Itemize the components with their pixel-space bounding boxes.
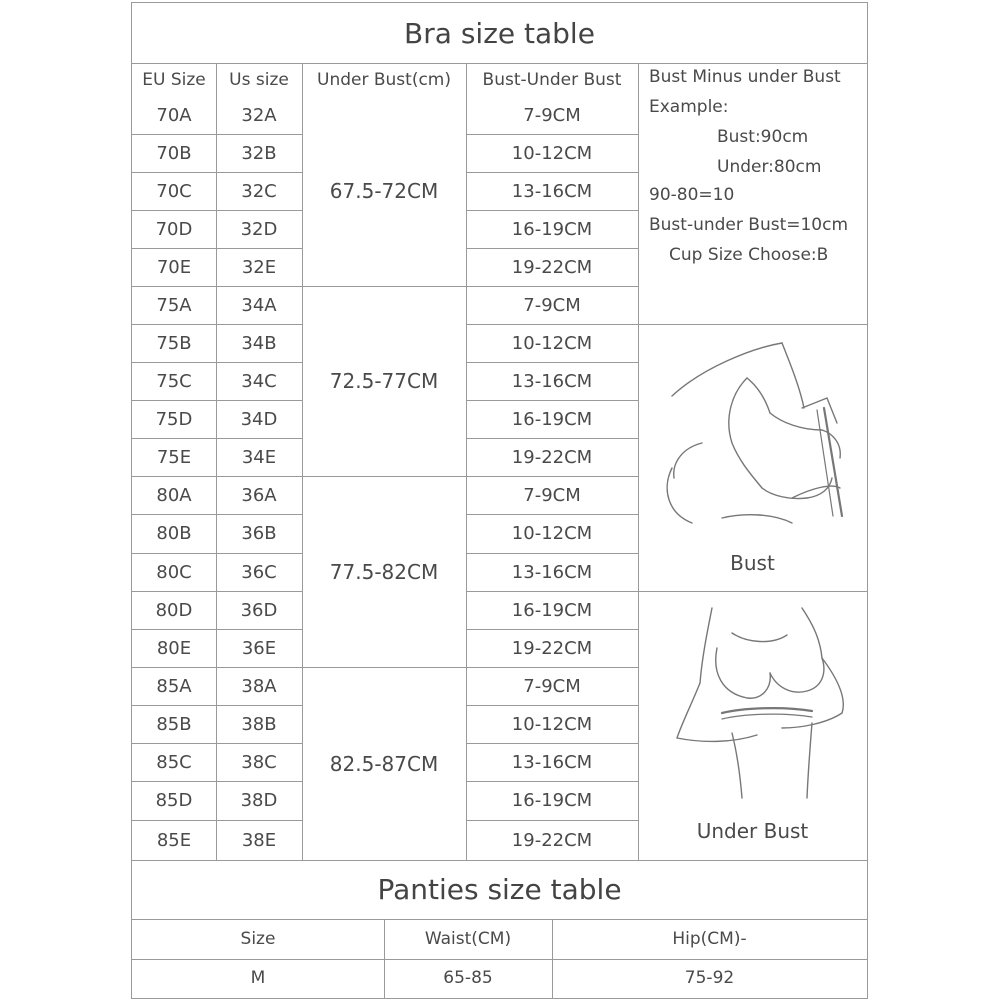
eu-size-cell: 85A [156, 675, 192, 697]
example-bust: Bust:90cm [717, 127, 809, 147]
bust-measurement-figure [662, 338, 852, 533]
us-size-cell: 32E [241, 256, 277, 278]
bust-under-bust-cell: 13-16CM [511, 180, 593, 202]
eu-size-cell: 85C [156, 751, 192, 773]
bust-under-bust-cell: 16-19CM [511, 408, 593, 430]
under-bust-group: 82.5-87CM [329, 751, 439, 776]
panties-header-size: Size [240, 929, 276, 949]
size-chart [131, 2, 868, 999]
us-size-cell: 36E [241, 637, 277, 659]
bust-under-bust-cell: 19-22CM [511, 446, 593, 468]
eu-size-cell: 70B [156, 142, 192, 164]
eu-size-cell: 85D [155, 790, 193, 811]
header-bust-minus-under-bust: Bust Minus under Bust [649, 67, 841, 87]
example-cup-choice: Cup Size Choose:B [669, 245, 829, 265]
us-size-cell: 36A [241, 484, 277, 506]
us-size-cell: 34E [241, 446, 277, 468]
eu-size-cell: 80C [156, 561, 192, 583]
bust-under-bust-cell: 7-9CM [523, 104, 581, 126]
us-size-cell: 32D [240, 218, 278, 240]
us-size-cell: 38B [241, 713, 277, 735]
eu-size-cell: 80D [155, 599, 193, 621]
bust-under-bust-cell: 19-22CM [511, 637, 593, 659]
bust-under-bust-cell: 16-19CM [511, 218, 593, 240]
panties-header-waist: Waist(CM) [424, 929, 512, 949]
under-bust-figure-label: Under Bust [696, 819, 809, 843]
panties-cell-size: M [250, 968, 266, 988]
under-bust-group: 67.5-72CM [329, 179, 439, 203]
example-calculation: 90-80=10 [649, 185, 735, 205]
panties-cell-hip: 75-92 [684, 968, 735, 988]
us-size-cell: 32C [241, 180, 277, 202]
us-size-cell: 36B [241, 523, 277, 544]
eu-size-cell: 75D [155, 408, 193, 430]
bust-under-bust-cell: 16-19CM [511, 790, 593, 811]
us-size-cell: 32A [241, 104, 277, 126]
divider [638, 63, 639, 860]
us-size-cell: 34B [241, 332, 277, 354]
divider [638, 591, 867, 592]
eu-size-cell: 75A [156, 294, 192, 316]
bust-under-bust-cell: 16-19CM [511, 599, 593, 621]
example-difference: Bust-under Bust=10cm [649, 215, 849, 235]
under-bust-measurement-figure [662, 603, 852, 803]
header-under-bust: Under Bust(cm) [317, 69, 451, 90]
bust-figure-label: Bust [730, 551, 775, 575]
us-size-cell: 34A [241, 294, 277, 316]
eu-size-cell: 85E [156, 829, 192, 851]
eu-size-cell: 85B [156, 713, 192, 735]
example-label: Example: [649, 97, 729, 117]
under-bust-group: 77.5-82CM [329, 559, 439, 584]
eu-size-cell: 70A [156, 104, 192, 126]
us-size-cell: 32B [241, 142, 277, 164]
bust-under-bust-cell: 19-22CM [511, 256, 593, 278]
under-bust-group: 72.5-77CM [329, 369, 439, 393]
us-size-cell: 34C [241, 370, 277, 392]
bra-table-title: Bra size table [404, 16, 595, 50]
bust-under-bust-cell: 13-16CM [511, 561, 593, 583]
us-size-cell: 34D [240, 408, 278, 430]
panties-header-hip: Hip(CM)- [672, 929, 747, 949]
eu-size-cell: 75C [156, 370, 192, 392]
eu-size-cell: 70E [156, 256, 192, 278]
header-bust-under-bust: Bust-Under Bust [482, 69, 622, 90]
eu-size-cell: 70D [155, 218, 193, 240]
divider [638, 324, 867, 325]
example-under: Under:80cm [717, 157, 822, 177]
panties-table-title: Panties size table [377, 873, 622, 906]
bust-under-bust-cell: 13-16CM [511, 751, 593, 773]
panties-cell-waist: 65-85 [443, 968, 493, 988]
bust-under-bust-cell: 7-9CM [523, 484, 581, 506]
us-size-cell: 38D [240, 790, 278, 811]
eu-size-cell: 75E [156, 446, 192, 468]
eu-size-cell: 80E [156, 637, 192, 659]
bust-under-bust-cell: 7-9CM [523, 294, 581, 316]
header-us-size: Us size [229, 69, 289, 90]
bust-under-bust-cell: 10-12CM [511, 713, 593, 735]
us-size-cell: 38E [241, 829, 277, 851]
bust-under-bust-cell: 10-12CM [511, 142, 593, 164]
eu-size-cell: 70C [156, 180, 192, 202]
us-size-cell: 36D [240, 599, 278, 621]
bust-under-bust-cell: 19-22CM [511, 829, 593, 851]
bust-under-bust-cell: 10-12CM [511, 523, 593, 544]
bust-under-bust-cell: 10-12CM [511, 332, 593, 354]
us-size-cell: 38A [241, 675, 277, 697]
bust-under-bust-cell: 13-16CM [511, 370, 593, 392]
bust-under-bust-cell: 7-9CM [523, 675, 581, 697]
eu-size-cell: 75B [156, 332, 192, 354]
header-eu-size: EU Size [142, 69, 206, 90]
us-size-cell: 36C [241, 561, 277, 583]
eu-size-cell: 80B [156, 523, 192, 544]
us-size-cell: 38C [241, 751, 277, 773]
eu-size-cell: 80A [156, 484, 192, 506]
